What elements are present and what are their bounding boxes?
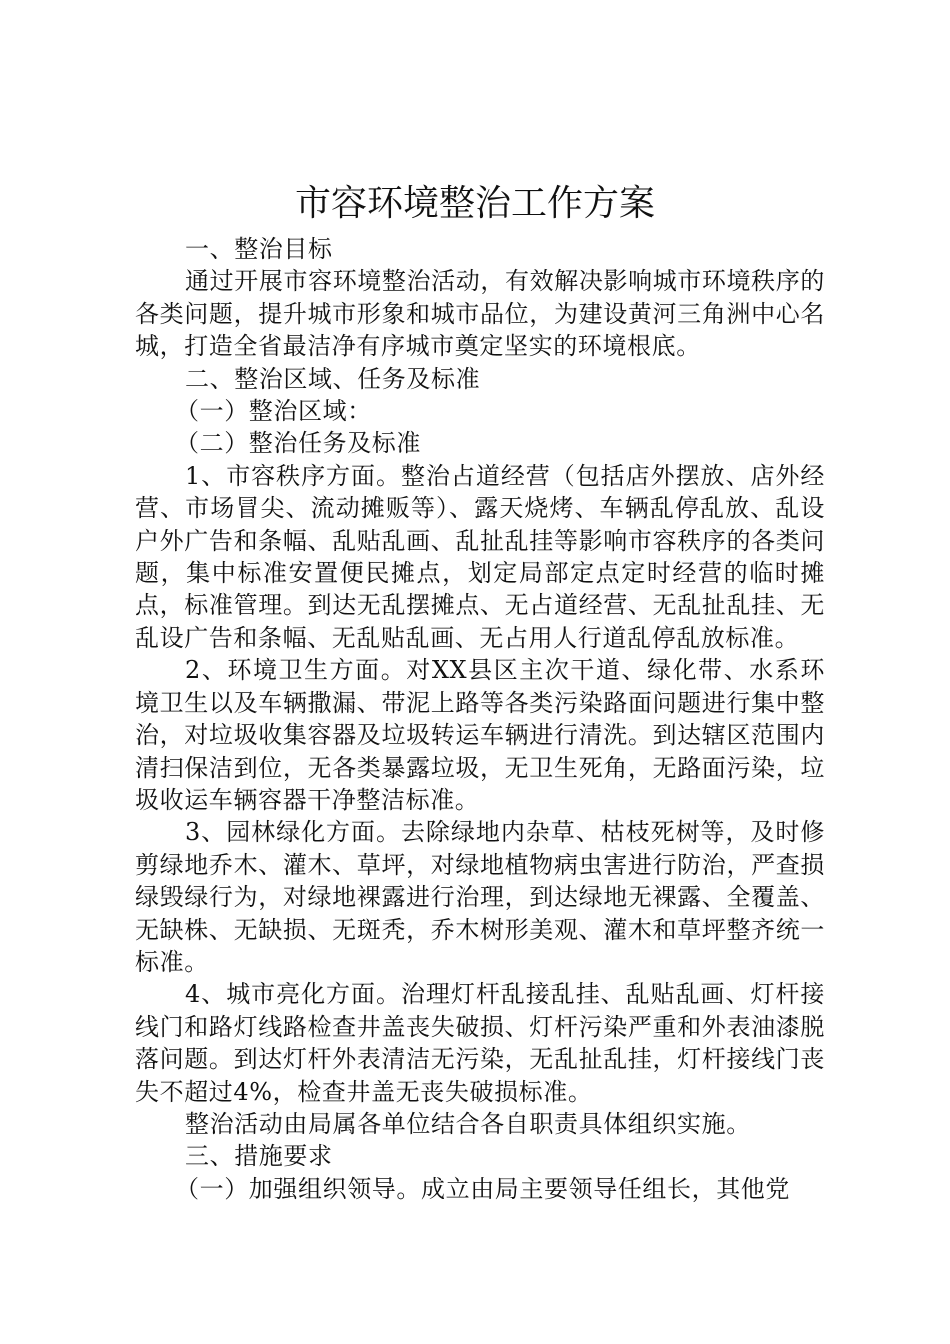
section-heading-measures: 三、措施要求 <box>185 1142 333 1171</box>
paragraph-leadership: （一）加强组织领导。成立由局主要领导任组长，其他党 <box>175 1174 790 1203</box>
section-heading-scope: 二、整治区域、任务及标准 <box>185 364 481 393</box>
subheading-tasks: （二）整治任务及标准 <box>175 429 421 458</box>
document-body <box>135 233 825 1205</box>
paragraph-lighting: 4、城市亮化方面。治理灯杆乱接乱挂、乱贴乱画、灯杆接线门和路灯线路检查井盖丧失破损、灯杆污染严重和外表油漆脱落问题。到达灯杆外表清洁无污染，无乱扯乱挂，灯杆接线门丧失不超过4%，检查井盖无丧失破损标准。 <box>135 980 825 1106</box>
paragraph-goal: 通过开展市容环境整治活动，有效解决影响城市环境秩序的各类问题，提升城市形象和城市品位，为建设黄河三角洲中心名城，打造全省最洁净有序城市奠定坚实的环境根底。 <box>135 267 825 361</box>
paragraph-order: 1、市容秩序方面。整治占道经营（包括店外摆放、店外经营、市场冒尖、流动摊贩等）、露天烧烤、车辆乱停乱放、乱设户外广告和条幅、乱贴乱画、乱扯乱挂等影响市容秩序的各类问题，集中标准安置便民摊点，划定局部定点定时经营的临时摊点，标准管理。到达无乱摆摊点、无占道经营、无乱扯乱挂、无乱设广告和条幅、无乱贴乱画、无占用人行道乱停乱放标准。 <box>135 461 825 652</box>
paragraph-implementation: 整治活动由局属各单位结合各自职责具体组织实施。 <box>185 1109 751 1138</box>
section-heading-goal: 一、整治目标 <box>185 235 333 263</box>
document-title: 市容环境整治工作方案 <box>294 183 655 224</box>
paragraph-greening: 3、园林绿化方面。去除绿地内杂草、枯枝死树等，及时修剪绿地乔木、灌木、草坪，对绿地植物病虫害进行防治，严查损绿毁绿行为，对绿地裸露进行治理，到达绿地无裸露、全覆盖、无缺株、无缺损、无斑秃，乔木树形美观、灌木和草坪整齐统一标准。 <box>135 818 825 976</box>
paragraph-sanitation: 2、环境卫生方面。对XX县区主次干道、绿化带、水系环境卫生以及车辆撒漏、带泥上路等各类污染路面问题进行集中整治，对垃圾收集容器及垃圾转运车辆进行清洗。到达辖区范围内清扫保洁到位，无各类暴露垃圾，无卫生死角，无路面污染，垃圾收运车辆容器干净整洁标准。 <box>135 656 825 814</box>
subheading-area: （一）整治区域： <box>175 397 372 426</box>
